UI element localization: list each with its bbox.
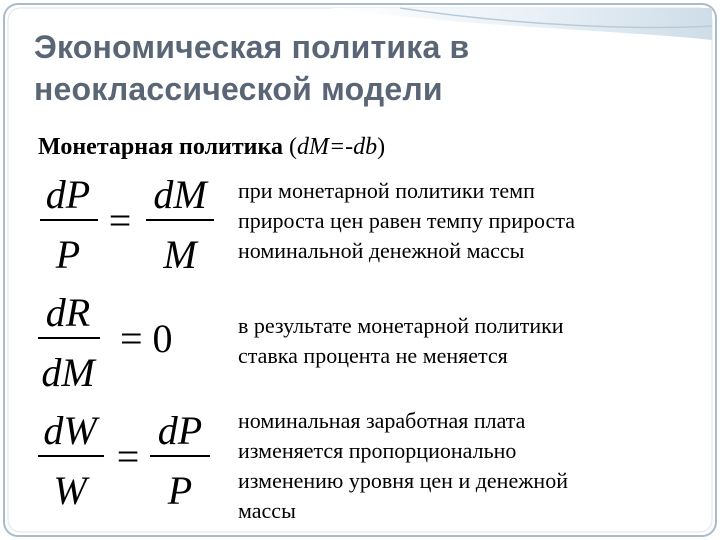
formula-3-operator: = [116,434,140,479]
description-3 [238,406,568,526]
subtitle-formula: dM=-db [296,134,378,160]
slide-subtitle [38,132,385,162]
description-1 [238,176,575,266]
description-3-line-1: номинальная заработная плата [238,408,526,433]
title-line-1: Экономическая политика в [34,29,470,65]
description-2-line-1: в результате монетарной политики [238,313,564,338]
formula-3-rhs-denominator: P [167,468,193,513]
formula-1-rhs-denominator: M [163,232,197,277]
description-2 [238,311,564,371]
formula-1-lhs-numerator: dP [45,172,91,217]
title-line-2: неоклассической модели [34,71,443,107]
formula-1-lhs-denominator: P [55,232,81,277]
formula-1 [38,168,228,278]
formula-2 [38,288,228,398]
subtitle-open: ( [282,134,297,160]
description-3-line-3: изменению уровня цен и денежной [238,468,568,493]
description-1-line-1: при монетарной политики темп [238,178,535,203]
description-3-line-4: массы [238,498,296,523]
description-2-line-2: ставка процента не меняется [238,343,508,368]
slide-title [34,26,634,110]
formula-3 [38,404,228,514]
formula-1-rhs-numerator: dM [153,172,207,217]
formula-1-operator: = [108,198,132,243]
formula-3-rhs-numerator: dP [157,408,203,453]
description-1-line-3: номинальной денежной массы [238,238,525,263]
subtitle-close: ) [377,134,386,160]
formula-3-lhs-denominator: W [53,468,87,513]
formula-2-lhs-numerator: dR [45,290,91,335]
subtitle-bold: Монетарная политика [38,134,283,160]
formula-2-operator: = 0 [120,316,173,361]
description-3-line-2: изменяется пропорционально [238,438,517,463]
formula-2-lhs-denominator: dM [41,350,95,395]
description-1-line-2: прироста цен равен темпу прироста [238,208,575,233]
formula-3-lhs-numerator: dW [43,408,97,453]
